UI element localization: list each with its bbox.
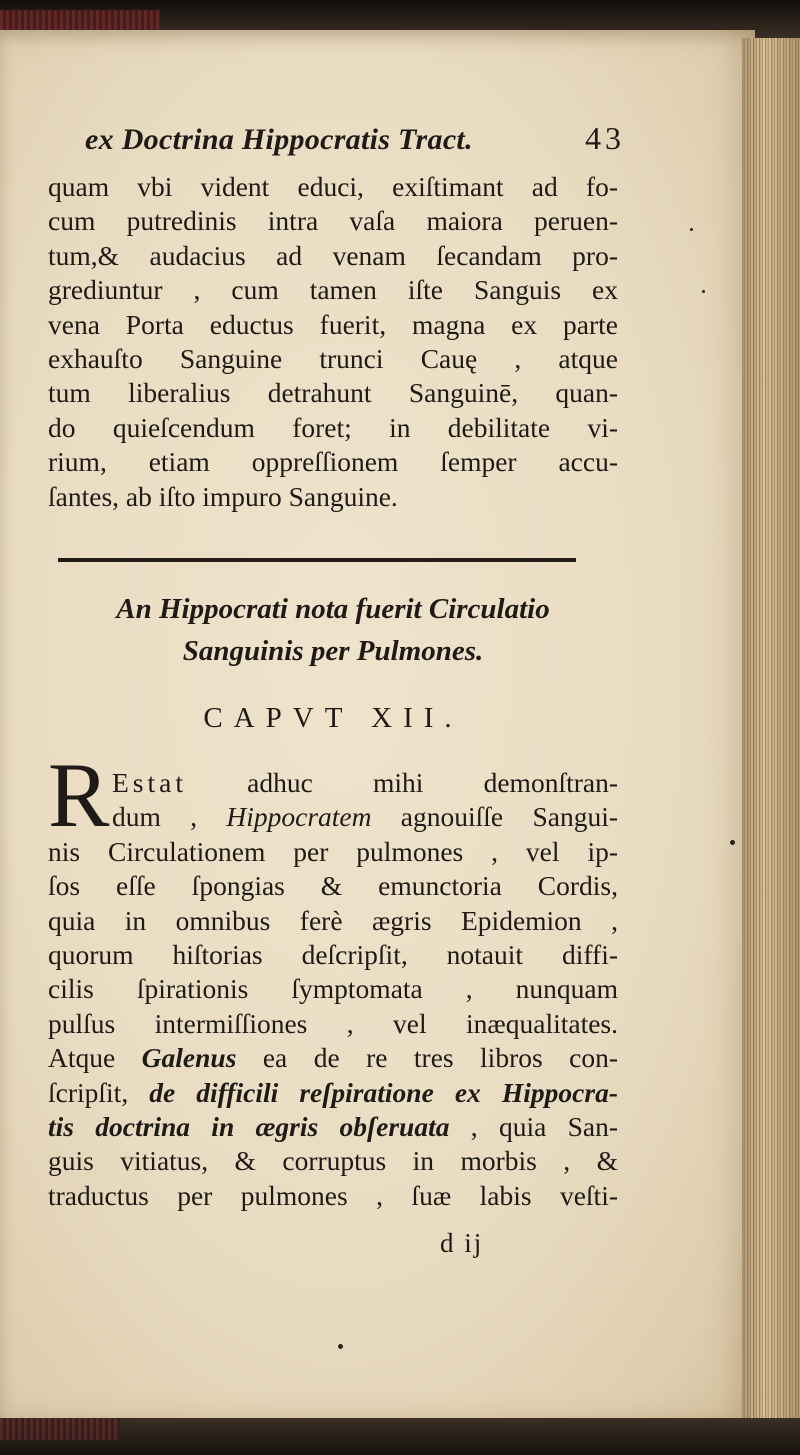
text-line: cum putredinis intra vaſa maiora peruen- bbox=[48, 205, 618, 237]
text-line: vena Porta eductus fuerit, magna ex parte bbox=[48, 308, 618, 340]
text-span: ea de re tres libros con- bbox=[236, 1042, 618, 1074]
name-hippocratem: Hippocratem bbox=[226, 801, 372, 833]
ink-spot bbox=[702, 290, 705, 293]
text-line: quia in omnibus ferè ægris Epidemion , bbox=[48, 904, 618, 936]
ink-spot bbox=[690, 228, 693, 231]
drop-cap: R bbox=[48, 744, 110, 846]
text-line: grediuntur , cum tamen iſte Sanguis ex bbox=[48, 274, 618, 306]
ink-spot bbox=[730, 840, 735, 845]
text-span: , quia San- bbox=[449, 1110, 618, 1142]
text-line bbox=[112, 800, 618, 834]
text-line: tum liberalius detrahunt Sanguinē, quan- bbox=[48, 377, 618, 409]
text-line: ſantes, ab iſto impuro Sanguine. bbox=[48, 480, 398, 512]
page-edges bbox=[742, 38, 800, 1418]
chapter-title bbox=[48, 588, 618, 672]
text-line: tum,& audacius ad venam ſecandam pro- bbox=[48, 239, 618, 271]
ink-spot bbox=[338, 1344, 343, 1349]
small-caps-opening: Estat bbox=[112, 767, 187, 798]
chapter-title-line: An Hippocrati nota fuerit Circulatio bbox=[116, 593, 550, 625]
text-line: guis vitiatus, & corruptus in morbis , & bbox=[48, 1145, 618, 1177]
text-line bbox=[48, 1041, 618, 1075]
paragraph-1 bbox=[48, 170, 618, 514]
text-line: quam vbi vident educi, exiſtimant ad fo- bbox=[48, 171, 618, 202]
section-rule bbox=[58, 558, 576, 562]
text-span: Atque bbox=[48, 1042, 142, 1074]
text-span: dum , bbox=[112, 801, 227, 833]
text-line: quorum hiſtorias deſcripſit, notauit diffi- bbox=[48, 938, 618, 970]
text-line: exhauſto Sanguine trunci Cauę , atque bbox=[48, 342, 618, 374]
text-line: ſos eſſe ſpongias & emunctoria Cordis, bbox=[48, 870, 618, 902]
text-line: do quieſcendum foret; in debilitate vi- bbox=[48, 411, 618, 443]
text-line: cilis ſpirationis ſymptomata , nunquam bbox=[48, 973, 618, 1005]
text-line bbox=[112, 766, 618, 800]
text-line: traductus per pulmones , ſuæ labis veſti- bbox=[48, 1179, 618, 1211]
book-title: de difficili reſpiratione ex Hippocra- bbox=[149, 1076, 618, 1108]
text-span: ſcripſit, bbox=[48, 1076, 150, 1108]
chapter-number: CAPVT XII. bbox=[203, 702, 463, 734]
bottom-ribbon-edge bbox=[0, 1418, 120, 1440]
text-line: pulſus intermiſſiones , vel inæqualitates. bbox=[48, 1007, 618, 1039]
paragraph-2 bbox=[48, 835, 618, 1213]
bottom-binding bbox=[0, 1418, 800, 1455]
text-span: agnouiſſe Sangui- bbox=[371, 801, 618, 833]
text-line bbox=[48, 1076, 618, 1110]
signature-mark: d ij bbox=[440, 1228, 484, 1258]
opening-lines bbox=[112, 766, 618, 835]
text-span: adhuc mihi demonſtran- bbox=[187, 767, 618, 798]
page-header bbox=[85, 120, 625, 170]
book-title: tis doctrina in ægris obſeruata bbox=[48, 1110, 450, 1142]
text-line bbox=[48, 1110, 618, 1144]
name-galenus: Galenus bbox=[141, 1042, 237, 1074]
text-line: rium, etiam oppreſſionem ſemper accu- bbox=[48, 446, 618, 478]
chapter-title-line: Sanguinis per Pulmones. bbox=[182, 635, 484, 667]
text-line: nis Circulationem per pulmones , vel ip- bbox=[48, 835, 618, 867]
running-head: ex Doctrina Hippocratis Tract. bbox=[85, 123, 473, 156]
page-number: 43 bbox=[585, 120, 625, 156]
